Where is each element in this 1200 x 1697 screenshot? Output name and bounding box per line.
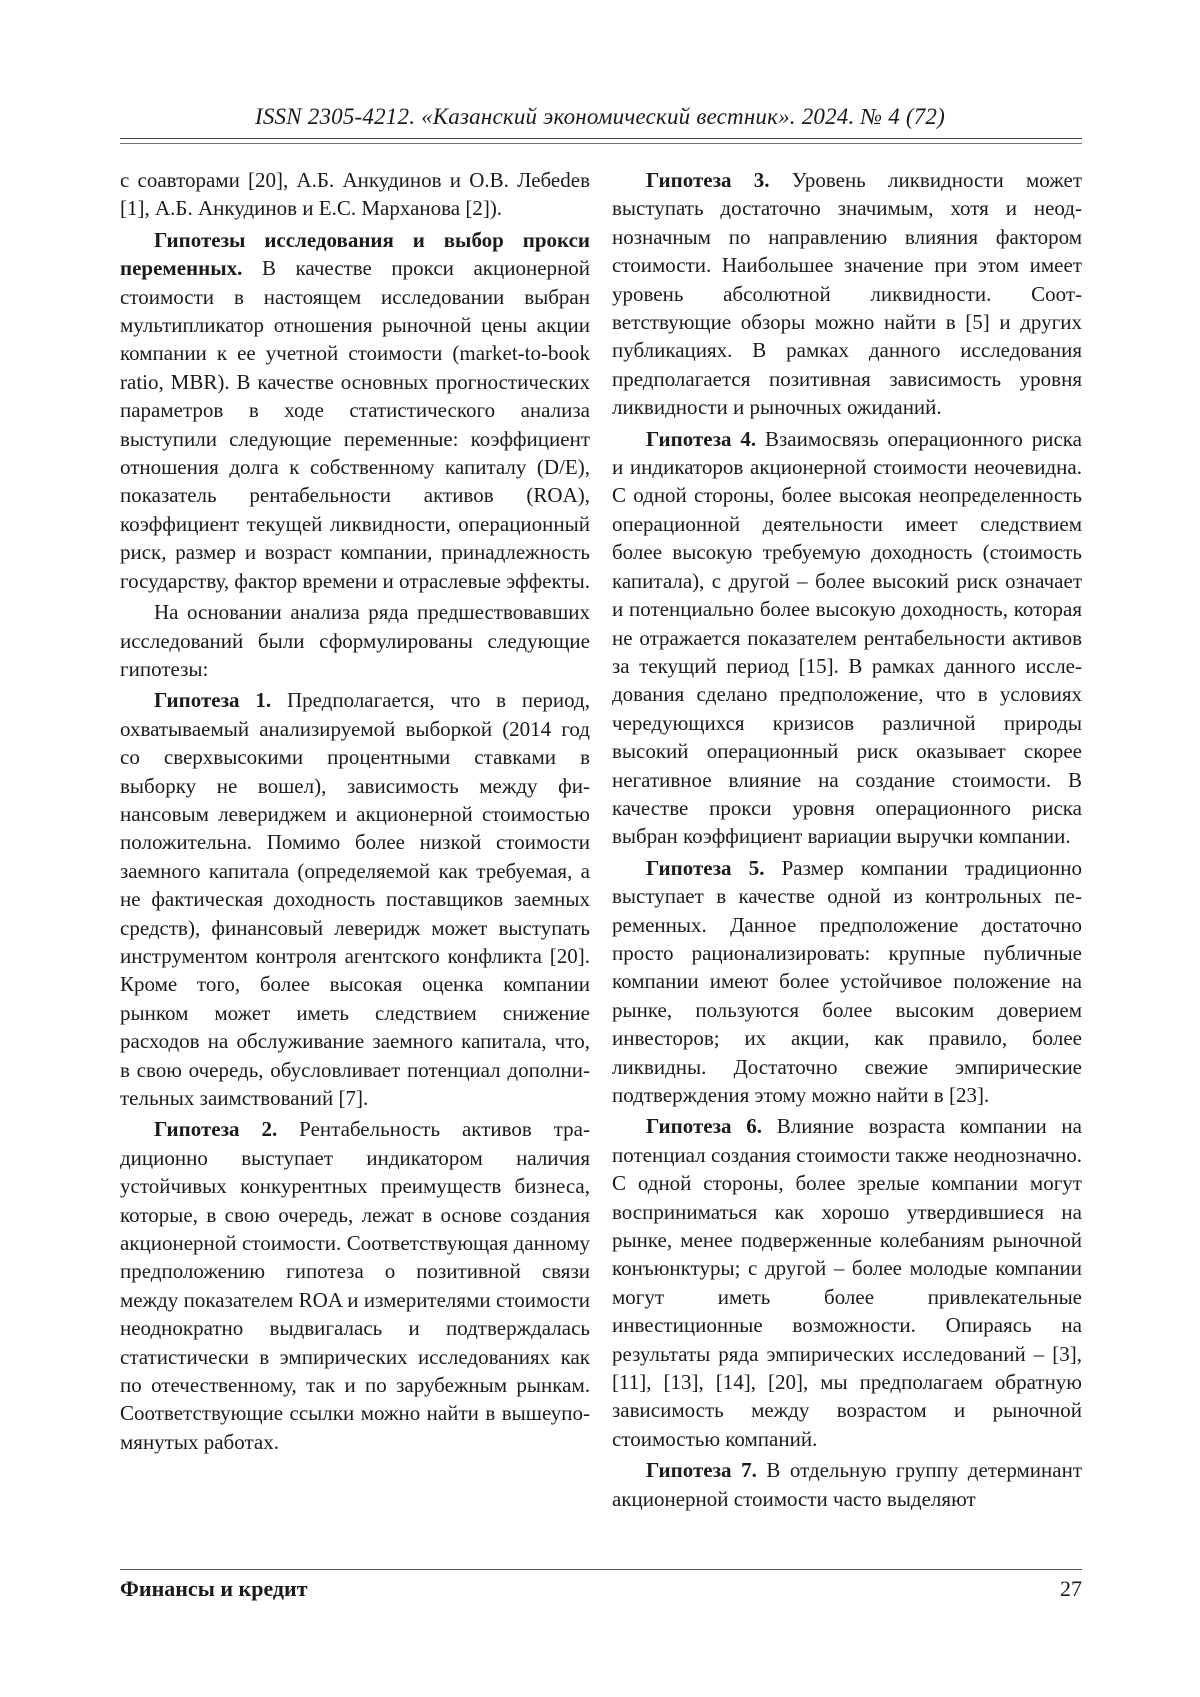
hypothesis-label: Гипотеза 3. [646, 168, 770, 192]
hypothesis-text: Взаимосвязь операционного риска и индикаторов акционерной стоимости неочевидна. С одной стороны, более высокая неопределенность операционной деятельности имеет следствием более высокую требуемую доходность (стоимость капитала), с другой – более высокий риск означает и потенциально более высокую доходность, которая не отражается показателем рентабельности активов за текущий период [15]. В рамках данного исследования сделано предположение, что в условиях чередующихся кризисов различной природы высокий операционный риск оказывает скорее негативное влияние на создание стоимости. В качестве прокси уровня операционного риска выбран коэффициент вариации выручки компании. [612, 426, 1082, 849]
hypothesis-7 [612, 1456, 1082, 1513]
paragraph-continuation: с соавторами [20], А.Б. Анкудинов и О.В. Лебеdев [1], А.Б. Анкудинов и Е.С. Марханова [2]). [120, 168, 590, 221]
hypothesis-text: Рентабельность активов традиционно выступает индикатором наличия устойчивых конкурентных преимуществ бизнеса, которые, в свою очередь, лежат в основе создания акционерной стоимости. Соответствующая данному предположению гипотеза о позитивной связи между показателем ROA и измерителями стоимости неоднократно выдвигалась и подтверждалась статистически в эмпирических исследованиях как по отечественному, так и по зарубежным рынкам. Соответствующие ссылки можно найти в вышеупомянутых работах. [120, 1117, 590, 1454]
hypothesis-1 [120, 686, 590, 1112]
header-rule [120, 138, 1082, 139]
hypothesis-3 [612, 166, 1082, 422]
hypothesis-label: Гипотеза 2. [154, 1117, 278, 1142]
paragraph-hypotheses-lead: На основании анализа ряда предшествовавших исследований были сформулированы следующие гипотезы: [120, 600, 590, 681]
paragraph-text: В качестве прокси акционерной стоимости в настоящем исследовании выбран мультипликатор отношения рыночной цены акции компании к ее учетной стоимости (market-to-book ratio, MBR). В качестве основных прогностических параметров в ходе статистического анализа выступили следующие переменные: коэффициент отношения долга к собственному капиталу (D/E), показатель рентабельности активов (ROA), коэффициент текущей ликвидности, операционный риск, размер и возраст компании, принадлежность государству, фактор времени и отраслевые эффекты. [120, 256, 590, 593]
hypothesis-label: Гипотеза 4. [646, 426, 757, 451]
section-heading: Гипотезы исследования и выбор прокси переменных. [120, 227, 590, 281]
hypothesis-text: Предполагается, что в период, охватываемый анализируемой выборкой (2014 год со сверхвысокими процентными ставками в выборку не вошел), зависимость между финансовым левериджем и акционерной стоимостью положительна. Помимо более низкой стоимости заемного капитала (определяемой как требуемая, а не фактическая доходность поставщиков заемных средств), финансовый леверидж может выступать инструментом контроля агентского конфликта [20]. Кроме того, более высокая оценка компании рынком может иметь следствием снижение расходов на обслуживание заемного капитала, что, в свою очередь, обусловливает потенциал дополнительных заимствований [7]. [120, 688, 590, 1110]
page-number: 27 [1060, 1576, 1082, 1601]
paragraph-hypotheses-intro [120, 226, 590, 595]
hypothesis-text: В отдельную группу детерминант акционерной стоимости часто выделяют [612, 1458, 1082, 1511]
footer-rule [120, 1569, 1082, 1570]
hypothesis-text: Влияние возраста компании на потенциал создания стоимости также неоднозначно. С одной стороны, более зрелые компании могут восприниматься как хорошо утвердившиеся на рынке, менее подверженные колебаниям рыночной конъюнктуры; с другой – более молодые компании могут иметь более привлекательные инвестиционные возможности. Опираясь на результаты ряда эмпирических исследований – [3], [11], [13], [14], [20], мы предполагаем обратную зависимость между возрастом и рыночной стоимостью компаний. [612, 1114, 1082, 1451]
hypothesis-text: Уровень ликвидности может выступать достаточно значимым, хотя и неоднозначным по направлению влияния фактором стоимости. Наибольшее значение при этом имеет уровень абсолютной ликвидности. Соответствующие обзоры можно найти в [5] и других публикациях. В рамках данного исследования предполагается позитивная зависимость уровня ликвидности и рыночных ожиданий. [612, 168, 1082, 420]
hypothesis-4 [612, 425, 1082, 851]
hypothesis-label: Гипотеза 1. [154, 688, 272, 713]
header-rule-thin [120, 143, 1082, 144]
footer-section-title: Финансы и кредит [120, 1576, 308, 1601]
running-header: ISSN 2305-4212. «Казанский экономический вестник». 2024. № 4 (72) [255, 104, 945, 129]
hypothesis-text: Размер компании традиционно выступает в качестве одной из контрольных переменных. Данное предположение достаточно просто рационализировать: крупные публичные компании имеют более устойчивое положение на рынке, пользуются более высоким доверием инвесторов; их акции, как правило, более ликвидны. Достаточно свежие эмпирические подтверждения этому можно найти в [23]. [612, 855, 1082, 1107]
hypothesis-label: Гипотеза 7. [646, 1458, 757, 1483]
hypothesis-2 [120, 1115, 590, 1456]
hypothesis-label: Гипотеза 6. [646, 1114, 763, 1139]
hypothesis-label: Гипотеза 5. [646, 855, 765, 880]
right-column [612, 166, 1082, 1513]
left-column [120, 166, 590, 1456]
hypothesis-5 [612, 854, 1082, 1110]
hypothesis-6 [612, 1112, 1082, 1453]
